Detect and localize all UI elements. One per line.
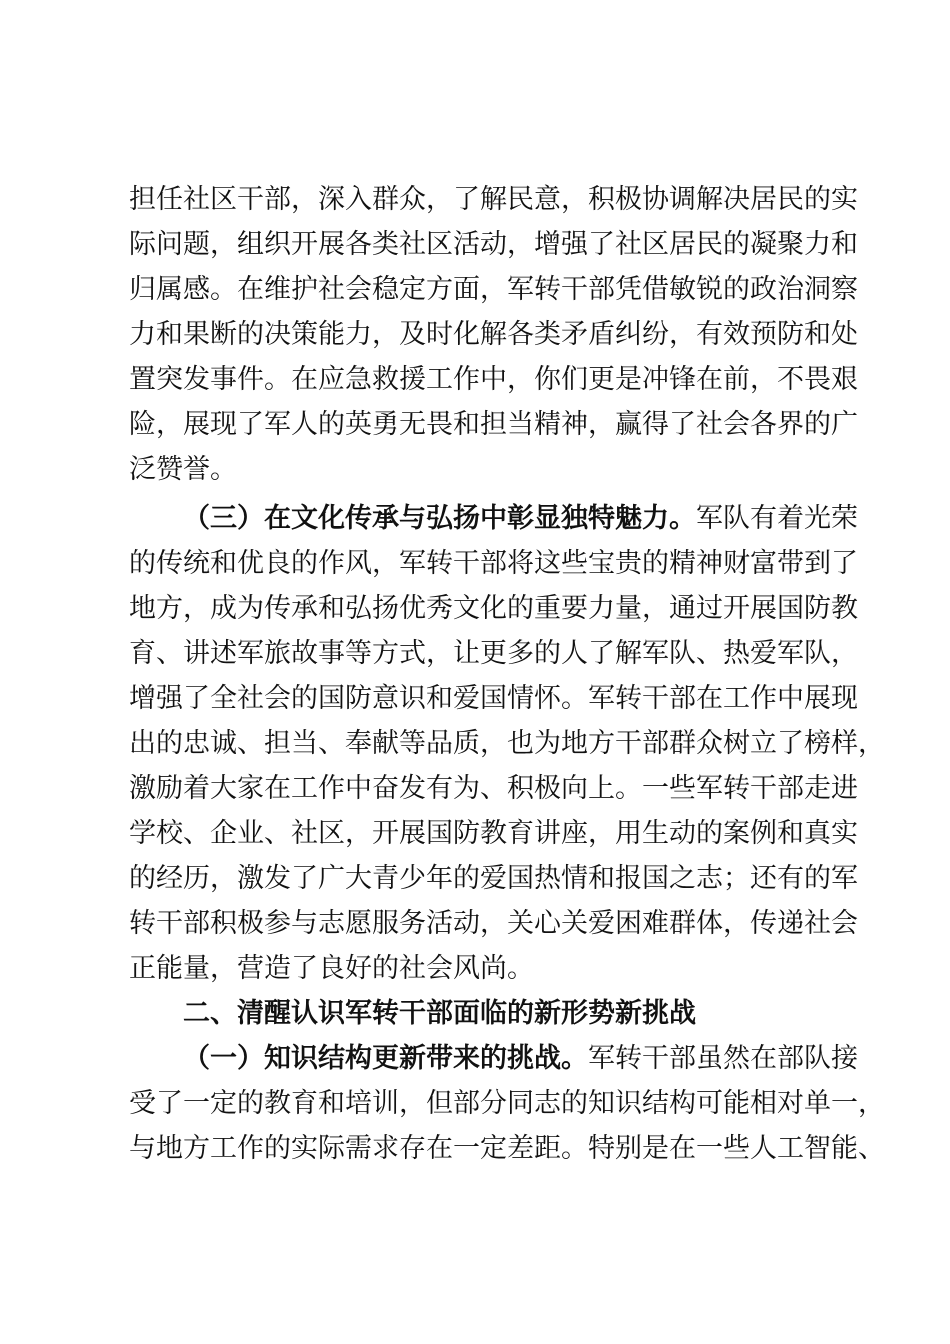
paragraph-first-line bbox=[183, 503, 858, 535]
body-line: 的经历，激发了广大青少年的爱国热情和报国之志；还有的军 bbox=[129, 863, 858, 894]
section-heading: 二、清醒认识军转干部面临的新形势新挑战 bbox=[183, 998, 696, 1029]
subsection-heading: （三）在文化传承与弘扬中彰显独特魅力。 bbox=[183, 503, 696, 534]
paragraph-first-line bbox=[183, 1043, 858, 1075]
body-line: 与地方工作的实际需求存在一定差距。特别是在一些人工智能、 bbox=[129, 1133, 885, 1164]
body-line: 育、讲述军旅故事等方式，让更多的人了解军队、热爱军队， bbox=[129, 638, 858, 669]
body-line: 激励着大家在工作中奋发有为、积极向上。一些军转干部走进 bbox=[129, 773, 858, 804]
body-line: 受了一定的教育和培训，但部分同志的知识结构可能相对单一， bbox=[129, 1088, 885, 1119]
body-line: 置突发事件。在应急救援工作中，你们更是冲锋在前，不畏艰 bbox=[129, 364, 858, 395]
body-line: 地方，成为传承和弘扬优秀文化的重要力量，通过开展国防教 bbox=[129, 593, 858, 624]
body-text: 军转干部虽然在部队接 bbox=[588, 1043, 858, 1074]
body-line: 正能量，营造了良好的社会风尚。 bbox=[129, 953, 534, 984]
body-text: 军队有着光荣 bbox=[696, 503, 858, 534]
body-line: 担任社区干部，深入群众，了解民意，积极协调解决居民的实 bbox=[129, 184, 858, 215]
body-line: 增强了全社会的国防意识和爱国情怀。军转干部在工作中展现 bbox=[129, 683, 858, 714]
body-line: 际问题，组织开展各类社区活动，增强了社区居民的凝聚力和 bbox=[129, 229, 858, 260]
body-line: 转干部积极参与志愿服务活动，关心关爱困难群体，传递社会 bbox=[129, 908, 858, 939]
body-line: 归属感。在维护社会稳定方面，军转干部凭借敏锐的政治洞察 bbox=[129, 274, 858, 305]
subsection-heading: （一）知识结构更新带来的挑战。 bbox=[183, 1043, 588, 1074]
body-line: 泛赞誉。 bbox=[129, 454, 237, 485]
body-line: 的传统和优良的作风，军转干部将这些宝贵的精神财富带到了 bbox=[129, 548, 858, 579]
body-line: 力和果断的决策能力，及时化解各类矛盾纠纷，有效预防和处 bbox=[129, 319, 858, 350]
body-line: 险，展现了军人的英勇无畏和担当精神，赢得了社会各界的广 bbox=[129, 409, 858, 440]
body-line: 出的忠诚、担当、奉献等品质，也为地方干部群众树立了榜样， bbox=[129, 728, 885, 759]
body-line: 学校、企业、社区，开展国防教育讲座，用生动的案例和真实 bbox=[129, 818, 858, 849]
